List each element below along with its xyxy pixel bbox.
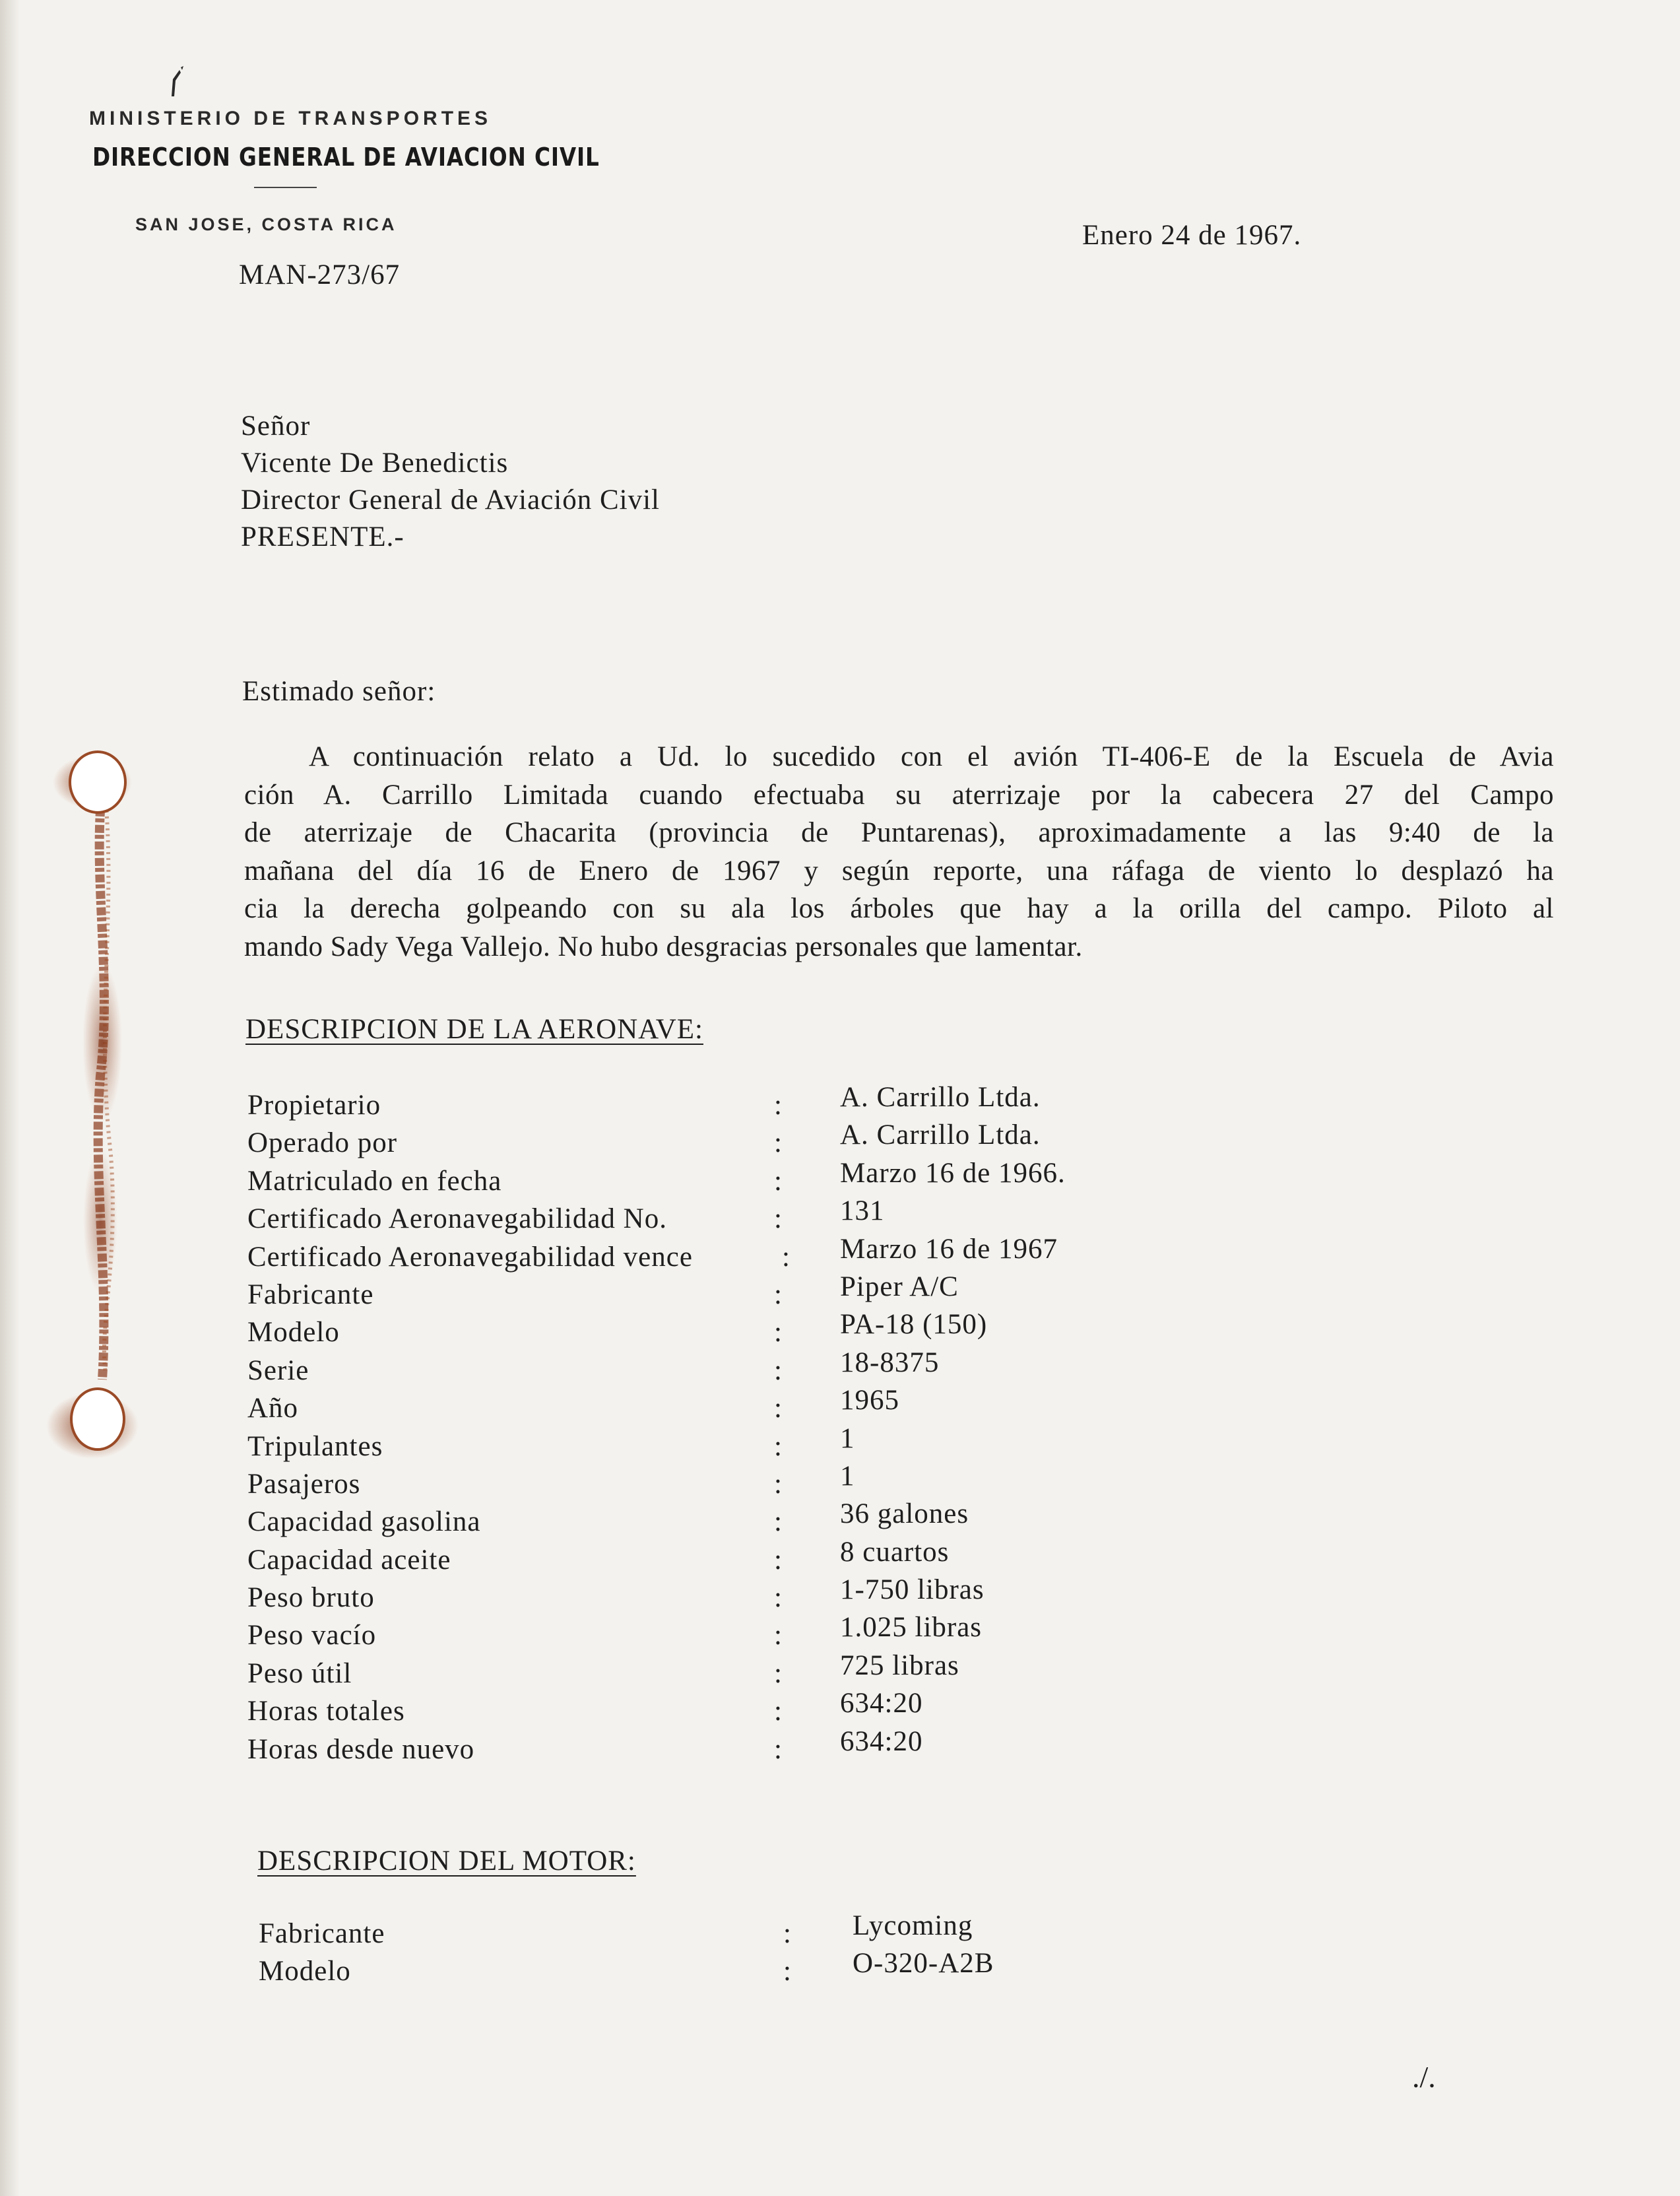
spec-value: O-320-A2B [853,1948,994,1980]
spec-row-serie [247,1347,1171,1392]
spec-separator: : [774,1430,783,1462]
letterhead-ministry: MINISTERIO DE TRANSPORTES [89,108,492,129]
spec-label: Operado por [247,1127,398,1159]
letter-date: Enero 24 de 1967. [1082,220,1302,251]
spec-row-matriculado [247,1157,1171,1203]
spec-row-capacidad-gasolina [247,1498,1171,1543]
recipient-presente: PRESENTE.- [241,521,404,552]
letterhead-emblem-icon [158,66,198,106]
spec-separator: : [783,1918,792,1949]
spec-separator: : [774,1544,783,1576]
spec-label: Peso vacío [247,1620,377,1651]
spec-row-tripulantes [247,1422,1171,1468]
spec-value: 634:20 [840,1725,923,1757]
spec-separator: : [774,1506,783,1538]
spec-label: Peso útil [247,1657,352,1689]
spec-row-peso-bruto [247,1574,1171,1619]
letterhead-city: SAN JOSE, COSTA RICA [135,215,397,234]
spec-label: Horas desde nuevo [247,1733,475,1765]
spec-separator: : [774,1127,783,1159]
paper-edge-shadow [0,0,20,2196]
spec-label: Horas totales [247,1696,405,1727]
spec-row-peso-util [247,1649,1171,1695]
spec-value: 36 galones [840,1498,969,1530]
spec-row-pasajeros [247,1460,1171,1506]
spec-value: 1-750 libras [840,1574,985,1606]
spec-row-motor-fabricante [259,1910,1182,1955]
spec-value: 634:20 [840,1688,923,1719]
spec-row-certificado-vence [247,1233,1171,1279]
spec-separator: : [774,1696,783,1727]
spec-row-horas-desde-nuevo [247,1725,1171,1771]
continued-mark: ./. [1412,2060,1436,2094]
spec-label: Peso bruto [247,1582,375,1614]
spec-row-fabricante [247,1271,1171,1316]
spec-value: 725 libras [840,1649,959,1681]
spec-separator: : [774,1165,783,1197]
spec-value: 1 [840,1422,855,1454]
spec-row-ano [247,1385,1171,1430]
body-line: mando Sady Vega Vallejo. No hubo desgracias personales que lamentar. [244,931,1083,962]
spec-separator: : [774,1393,783,1424]
spec-label: Certificado Aeronavegabilidad No. [247,1203,667,1235]
spec-separator: : [774,1582,783,1614]
spec-row-horas-totales [247,1688,1171,1733]
aircraft-spec-table [247,1082,1171,1771]
spec-separator: : [783,1956,792,1987]
spec-label: Certificado Aeronavegabilidad vence [247,1241,693,1273]
spec-label: Capacidad aceite [247,1544,451,1576]
spec-value: PA-18 (150) [840,1309,988,1341]
spec-value: Lycoming [853,1910,973,1941]
spec-separator: : [774,1620,783,1651]
reference-number: MAN-273/67 [239,259,401,290]
motor-spec-table [259,1910,1182,1993]
spec-value: 1965 [840,1385,899,1416]
spec-separator: : [774,1657,783,1689]
body-line: mañana del día 16 de Enero de 1967 y según reporte, una ráfaga de viento lo desplazó ha [244,855,1554,886]
spec-value: Marzo 16 de 1967 [840,1233,1058,1265]
spec-value: Marzo 16 de 1966. [840,1157,1066,1189]
spec-value: Piper A/C [840,1271,959,1302]
recipient-title: Señor [241,411,311,442]
spec-label: Matriculado en fecha [247,1165,502,1197]
aircraft-section-heading: DESCRIPCION DE LA AERONAVE: [245,1014,703,1045]
spec-separator: : [774,1354,783,1386]
spec-label: Fabricante [259,1918,385,1949]
spec-label: Serie [247,1354,309,1386]
recipient-block [241,408,660,556]
spec-separator: : [774,1090,783,1121]
salutation: Estimado señor: [242,676,436,707]
body-paragraph [244,738,1554,966]
spec-value: 1.025 libras [840,1612,983,1644]
body-line: A continuación relato a Ud. lo sucedido con el avión TI-406-E de la Escuela de Avia [309,741,1554,772]
body-line: ción A. Carrillo Limitada cuando efectuaba su aterrizaje por la cabecera 27 del Campo [244,779,1554,811]
spec-label: Capacidad gasolina [247,1506,481,1538]
spec-separator: : [782,1241,791,1273]
spec-value: 18-8375 [840,1347,940,1378]
spec-value: 8 cuartos [840,1536,950,1568]
spec-row-motor-modelo [259,1948,1182,1993]
spec-value: 1 [840,1460,855,1492]
spec-value: A. Carrillo Ltda. [840,1119,1041,1151]
letterhead-divider [254,187,317,188]
spec-value: 131 [840,1195,885,1227]
spec-separator: : [774,1317,783,1348]
recipient-position: Director General de Aviación Civil [241,484,660,516]
motor-section-heading: DESCRIPCION DEL MOTOR: [257,1846,636,1877]
spec-separator: : [774,1279,783,1310]
spec-label: Año [247,1393,299,1424]
spec-label: Tripulantes [247,1430,383,1462]
spec-label: Fabricante [247,1279,374,1310]
spec-separator: : [774,1468,783,1500]
body-line: cia la derecha golpeando con su ala los árboles que hay a la orilla del campo. Piloto al [244,893,1554,924]
spec-row-peso-vacio [247,1612,1171,1657]
letterhead-direction: DIRECCION GENERAL DE AVIACION CIVIL [92,143,600,172]
spec-row-modelo [247,1309,1171,1354]
spec-separator: : [774,1203,783,1235]
spec-row-capacidad-aceite [247,1536,1171,1581]
spec-value: A. Carrillo Ltda. [840,1082,1041,1113]
recipient-name: Vicente De Benedictis [241,448,509,479]
spec-label: Pasajeros [247,1468,361,1500]
spec-label: Propietario [247,1090,381,1121]
binder-holes-rust-stain [40,746,158,1485]
spec-label: Modelo [259,1956,351,1987]
body-line: de aterrizaje de Chacarita (provincia de Puntarenas), aproximadamente a las 9:40 de la [244,817,1554,848]
spec-separator: : [774,1733,783,1765]
spec-label: Modelo [247,1317,340,1348]
